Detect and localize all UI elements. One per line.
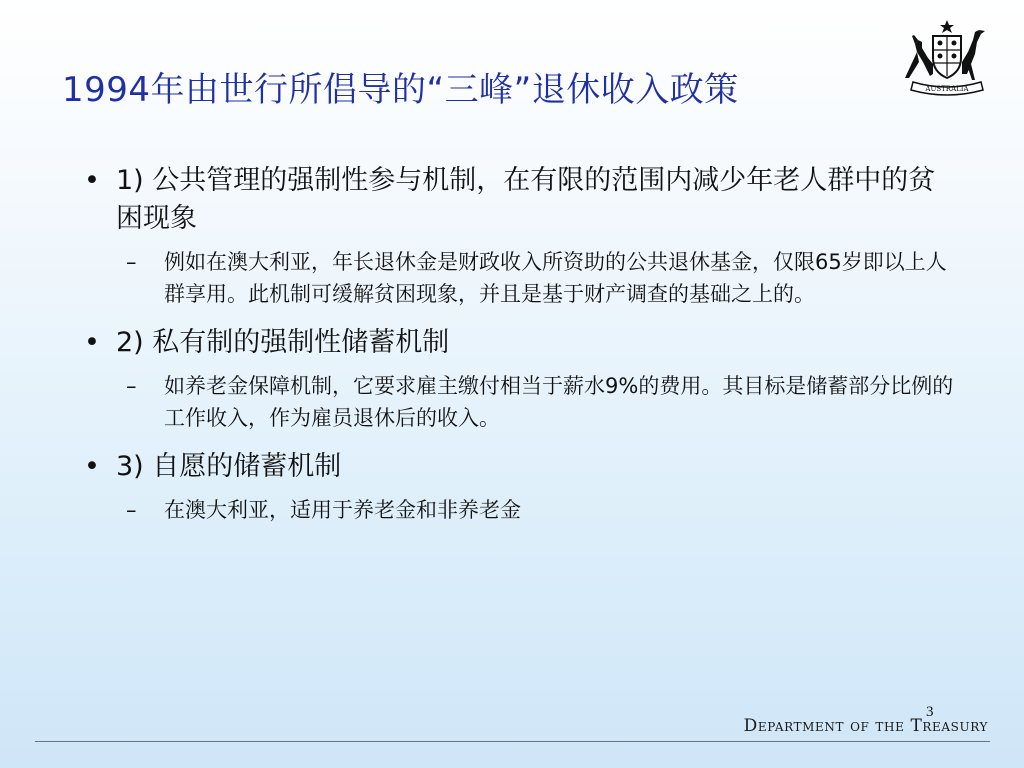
bullet-1-text: 1) 公共管理的强制性参与机制，在有限的范围内减少年老人群中的贫困现象: [116, 165, 936, 234]
bullet-2-text: 2) 私有制的强制性储蓄机制: [116, 327, 450, 358]
bullet-3: [78, 448, 958, 486]
sub-bullet-marker: –: [126, 498, 137, 522]
bullet-2: [78, 324, 958, 362]
slide-title: 1994年由世行所倡导的“三峰”退休收入政策: [62, 70, 739, 110]
page-number: 3: [926, 704, 934, 720]
sub-bullet-1-1: [126, 246, 958, 310]
sub-bullet-3-1: [126, 494, 958, 526]
slide-content: [78, 162, 958, 540]
sub-bullet-marker: –: [126, 374, 137, 398]
bullet-marker: •: [84, 327, 100, 358]
footer-divider: [35, 741, 990, 742]
bullet-1: [78, 162, 958, 238]
sub-bullet-2-1-text: 如养老金保障机制，它要求雇主缴付相当于薪水9%的费用。其目标是储蓄部分比例的工作收入，作为雇员退休后的收入。: [164, 374, 954, 430]
crest-motto: AUSTRALIA: [925, 85, 969, 93]
bullet-3-text: 3) 自愿的储蓄机制: [116, 451, 342, 482]
australian-coat-of-arms-icon: [895, 18, 999, 100]
footer-department: Department of the Treasury: [743, 716, 988, 736]
sub-bullet-2-1: [126, 370, 958, 434]
bullet-marker: •: [84, 451, 100, 482]
bullet-marker: •: [84, 165, 100, 196]
sub-bullet-marker: –: [126, 250, 137, 274]
sub-bullet-1-1-text: 例如在澳大利亚，年长退休金是财政收入所资助的公共退休基金，仅限65岁即以上人群享用。此机制可缓解贫困现象，并且是基于财产调查的基础之上的。: [164, 250, 947, 306]
sub-bullet-3-1-text: 在澳大利亚，适用于养老金和非养老金: [164, 498, 521, 522]
